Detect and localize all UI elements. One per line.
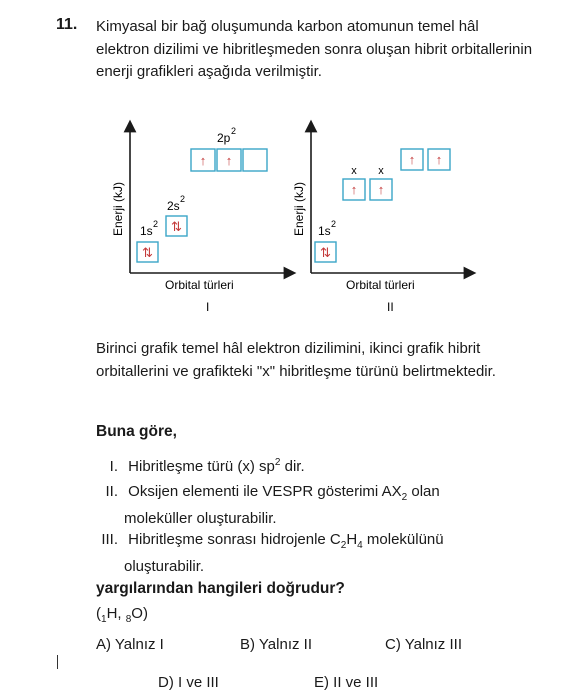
option-d-letter: D)	[158, 674, 174, 691]
statement-2-num: II.	[105, 483, 118, 500]
orbital-arrow: ↑	[408, 152, 416, 167]
option-c-letter: C)	[385, 636, 401, 653]
option-c-text: Yalnız III	[404, 636, 462, 653]
question-number: 11.	[56, 16, 78, 33]
hybrid-x-mark: x	[378, 165, 384, 177]
option-a-text: Yalnız I	[114, 636, 164, 653]
statement-3-pre: Hibritleşme sonrası hidrojenle C	[128, 531, 341, 548]
graph-1-label-2p-sup: 2	[231, 126, 237, 136]
option-a-letter: A)	[96, 636, 111, 653]
statement-1-pre: Hibritleşme türü (x) sp	[128, 458, 275, 475]
hybrid-x-mark: x	[351, 165, 357, 177]
orbital-arrow: ⇅	[142, 245, 153, 260]
hint-h: H,	[106, 605, 126, 622]
option-e-text: II ve III	[333, 674, 379, 691]
graph-1-label-2p: 2p	[217, 131, 231, 145]
graph-2-roman: II	[387, 300, 394, 314]
option-b[interactable]	[240, 636, 312, 653]
graph-2-label-1s-sup: 2	[331, 219, 337, 229]
graph-1-label-2s: 2s	[167, 199, 180, 213]
graph-2	[292, 126, 470, 314]
orbital-arrow: ⇅	[171, 219, 182, 234]
statement-3-post: molekülünü	[362, 531, 444, 548]
option-e-letter: E)	[314, 674, 329, 691]
statement-3-mid: H	[346, 531, 358, 548]
graph-2-label-1s: 1s	[318, 224, 331, 238]
hint-open: (	[96, 605, 101, 622]
graph-1-roman: I	[206, 300, 210, 314]
question-stem: Kimyasal bir bağ oluşumunda karbon atomunun temel hâl elektron dizilimi ve hibritleşmeden sonra oluşan hibrit orbitallerinin enerji grafikleri aşağıda verilmiştir.	[96, 18, 533, 80]
option-d-text: I ve III	[178, 674, 219, 691]
option-e[interactable]	[314, 674, 378, 691]
hint-o: O)	[131, 605, 148, 622]
statement-1-post: dir.	[280, 458, 305, 475]
margin-mark	[57, 655, 58, 669]
orbital-arrow: ↑	[199, 153, 207, 168]
option-d[interactable]	[158, 674, 219, 691]
orbital-arrow: ↑	[435, 152, 443, 167]
statement-3	[88, 529, 528, 577]
option-b-text: Yalnız II	[258, 636, 312, 653]
orbital-arrow: ↑	[350, 182, 358, 197]
hint-o-z: 8	[125, 614, 132, 625]
statement-1	[88, 452, 528, 477]
statement-3-text	[128, 531, 444, 551]
graph-1-xlabel: Orbital türleri	[165, 278, 234, 292]
graph-2-ylabel: Enerji (kJ)	[292, 181, 306, 236]
statement-2-text	[128, 483, 440, 503]
statement-3-num: III.	[101, 531, 118, 548]
statement-2-pre: Oksijen elementi ile VESPR gösterimi AX	[128, 483, 402, 500]
option-a[interactable]	[96, 636, 164, 653]
question-lead: Buna göre,	[96, 423, 177, 440]
statement-1-num: I.	[109, 458, 118, 475]
graph-1	[111, 126, 290, 314]
statement-3-sub: 2	[340, 540, 347, 551]
statement-2-sub: 2	[401, 492, 408, 503]
graph-1-ylabel: Enerji (kJ)	[111, 181, 125, 236]
orbital-arrow: ↑	[225, 153, 233, 168]
question-description: Birinci grafik temel hâl elektron dizilimini, ikinci grafik hibrit orbitallerini ve grafikteki "x" hibritleşme türünü belirtmektedir.	[96, 340, 496, 380]
energy-graphs	[100, 118, 480, 318]
question-ask: yargılarından hangileri doğrudur?	[96, 580, 345, 597]
statement-2-post: olan	[407, 483, 440, 500]
graph-1-label-1s-sup: 2	[153, 219, 159, 229]
statement-2	[88, 481, 528, 529]
atomic-number-hint	[96, 605, 148, 625]
graph-1-label-2s-sup: 2	[180, 194, 186, 204]
statement-3-line2: oluşturabilir.	[124, 558, 205, 575]
option-c[interactable]	[385, 636, 462, 653]
statement-3-sub2: 4	[357, 540, 363, 551]
option-b-letter: B)	[240, 636, 255, 653]
orbital-box	[243, 149, 267, 171]
statement-1-sup: 2	[274, 457, 281, 468]
hint-h-z: 1	[101, 614, 107, 625]
orbital-arrow: ↑	[377, 182, 385, 197]
graph-2-xlabel: Orbital türleri	[346, 278, 415, 292]
graph-1-label-1s: 1s	[140, 224, 153, 238]
orbital-arrow: ⇅	[320, 245, 331, 260]
statement-2-line2: moleküller oluşturabilir.	[124, 510, 277, 527]
statement-1-text	[128, 458, 304, 475]
